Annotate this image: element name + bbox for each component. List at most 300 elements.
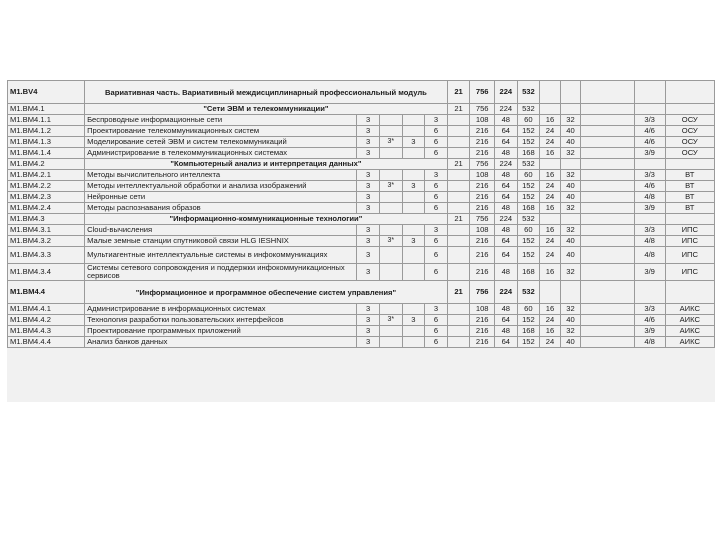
cell-col1: 3 bbox=[357, 115, 380, 126]
cell-hours-total: 216 bbox=[470, 192, 495, 203]
cell-hours-total: 216 bbox=[470, 181, 495, 192]
discipline-name: Администрирование в информационных системах bbox=[85, 304, 357, 315]
cell-empty bbox=[581, 115, 634, 126]
cell-hours-self: 168 bbox=[517, 203, 540, 214]
cell-credits: 6 bbox=[425, 264, 448, 281]
cell-credits-total: 21 bbox=[447, 281, 470, 304]
discipline-code: M1.BM4.2.2 bbox=[8, 181, 85, 192]
cell-hours-self: 152 bbox=[517, 315, 540, 326]
cell-empty bbox=[447, 148, 470, 159]
discipline-name: Проектирование телекоммуникационных систем bbox=[85, 126, 357, 137]
table-row bbox=[8, 304, 715, 315]
cell-hours-class: 48 bbox=[495, 264, 518, 281]
discipline-name: Технология разработки пользовательских интерфейсов bbox=[85, 315, 357, 326]
cell-empty bbox=[447, 315, 470, 326]
cell-lectures: 24 bbox=[540, 236, 561, 247]
cell-empty bbox=[634, 214, 665, 225]
cell-empty bbox=[447, 236, 470, 247]
cell-col2: 3* bbox=[379, 181, 402, 192]
table-row bbox=[8, 181, 715, 192]
cell-semester: 3/9 bbox=[634, 203, 665, 214]
cell-semester: 4/6 bbox=[634, 126, 665, 137]
cell-hours-class: 48 bbox=[495, 225, 518, 236]
cell-col3 bbox=[402, 192, 425, 203]
cell-empty bbox=[581, 148, 634, 159]
cell-hours-total: 216 bbox=[470, 326, 495, 337]
cell-practice: 40 bbox=[560, 337, 581, 348]
cell-empty bbox=[634, 104, 665, 115]
cell-empty bbox=[560, 214, 581, 225]
discipline-code: M1.BM4.1.3 bbox=[8, 137, 85, 148]
cell-practice: 32 bbox=[560, 326, 581, 337]
cell-lectures: 16 bbox=[540, 264, 561, 281]
cell-credits: 3 bbox=[425, 304, 448, 315]
cell-department: АИКС bbox=[665, 315, 714, 326]
cell-lectures: 24 bbox=[540, 337, 561, 348]
cell-col3: 3 bbox=[402, 137, 425, 148]
cell-lectures: 24 bbox=[540, 181, 561, 192]
cell-empty bbox=[634, 281, 665, 304]
cell-credits: 3 bbox=[425, 170, 448, 181]
cell-credits: 6 bbox=[425, 192, 448, 203]
cell-hours-total: 216 bbox=[470, 203, 495, 214]
cell-empty bbox=[581, 181, 634, 192]
cell-credits: 6 bbox=[425, 247, 448, 264]
cell-empty bbox=[540, 281, 561, 304]
cell-department: ВТ bbox=[665, 170, 714, 181]
cell-lectures: 24 bbox=[540, 247, 561, 264]
discipline-code: M1.BV4 bbox=[8, 81, 85, 104]
cell-col3 bbox=[402, 148, 425, 159]
discipline-code: M1.BM4.3.1 bbox=[8, 225, 85, 236]
cell-lectures: 24 bbox=[540, 192, 561, 203]
cell-empty bbox=[581, 137, 634, 148]
cell-semester: 4/8 bbox=[634, 247, 665, 264]
cell-empty bbox=[581, 304, 634, 315]
cell-hours-self: 168 bbox=[517, 326, 540, 337]
cell-hours-self: 152 bbox=[517, 247, 540, 264]
cell-hours-total: 216 bbox=[470, 236, 495, 247]
cell-department: ИПС bbox=[665, 247, 714, 264]
cell-hours-self: 532 bbox=[517, 214, 540, 225]
module-title: "Информационное и программное обеспечение систем управления" bbox=[85, 281, 448, 304]
cell-col2 bbox=[379, 148, 402, 159]
cell-department: ИПС bbox=[665, 236, 714, 247]
cell-practice: 40 bbox=[560, 247, 581, 264]
cell-col1: 3 bbox=[357, 304, 380, 315]
cell-hours-self: 152 bbox=[517, 126, 540, 137]
cell-empty bbox=[447, 192, 470, 203]
cell-hours-total: 108 bbox=[470, 225, 495, 236]
module-header-row bbox=[8, 81, 715, 104]
cell-department: ОСУ bbox=[665, 148, 714, 159]
cell-semester: 4/6 bbox=[634, 315, 665, 326]
cell-empty bbox=[447, 247, 470, 264]
cell-semester: 4/8 bbox=[634, 337, 665, 348]
cell-hours-class: 48 bbox=[495, 115, 518, 126]
cell-credits: 6 bbox=[425, 337, 448, 348]
cell-hours-class: 64 bbox=[495, 137, 518, 148]
cell-hours-self: 152 bbox=[517, 192, 540, 203]
cell-col2 bbox=[379, 247, 402, 264]
table-row bbox=[8, 326, 715, 337]
cell-department: ВТ bbox=[665, 203, 714, 214]
discipline-name: Методы распознавания образов bbox=[85, 203, 357, 214]
discipline-name: Беспроводные информационные сети bbox=[85, 115, 357, 126]
cell-hours-class: 64 bbox=[495, 126, 518, 137]
cell-hours-total: 216 bbox=[470, 264, 495, 281]
cell-empty bbox=[581, 315, 634, 326]
cell-empty bbox=[447, 137, 470, 148]
cell-col2 bbox=[379, 326, 402, 337]
cell-semester: 3/9 bbox=[634, 264, 665, 281]
cell-empty bbox=[560, 81, 581, 104]
cell-hours-self: 152 bbox=[517, 137, 540, 148]
submodule-header-row bbox=[8, 159, 715, 170]
cell-lectures: 24 bbox=[540, 137, 561, 148]
cell-practice: 40 bbox=[560, 315, 581, 326]
discipline-name: Проектирование программных приложений bbox=[85, 326, 357, 337]
cell-credits-total: 21 bbox=[447, 159, 470, 170]
cell-practice: 32 bbox=[560, 115, 581, 126]
table-row bbox=[8, 315, 715, 326]
cell-credits-total: 21 bbox=[447, 214, 470, 225]
cell-col3 bbox=[402, 264, 425, 281]
cell-department: ОСУ bbox=[665, 115, 714, 126]
cell-col3: 3 bbox=[402, 315, 425, 326]
cell-department: ОСУ bbox=[665, 126, 714, 137]
cell-hours-self: 532 bbox=[517, 159, 540, 170]
cell-hours-class: 224 bbox=[495, 81, 518, 104]
cell-empty bbox=[581, 126, 634, 137]
module-title: "Компьютерный анализ и интерпретация данных" bbox=[85, 159, 448, 170]
curriculum-table bbox=[7, 80, 715, 348]
cell-empty bbox=[447, 181, 470, 192]
cell-hours-total: 756 bbox=[470, 81, 495, 104]
cell-empty bbox=[581, 337, 634, 348]
cell-empty bbox=[581, 170, 634, 181]
cell-col2 bbox=[379, 126, 402, 137]
discipline-name: Нейронные сети bbox=[85, 192, 357, 203]
cell-hours-class: 64 bbox=[495, 236, 518, 247]
discipline-name: Мультиагентные интеллектуальные системы в инфокоммуникациях bbox=[85, 247, 357, 264]
module-title: "Сети ЭВМ и телекоммуникации" bbox=[85, 104, 448, 115]
cell-hours-self: 152 bbox=[517, 337, 540, 348]
discipline-name: Методы вычислительного интеллекта bbox=[85, 170, 357, 181]
cell-empty bbox=[447, 170, 470, 181]
cell-col2 bbox=[379, 115, 402, 126]
cell-col1: 3 bbox=[357, 247, 380, 264]
cell-empty bbox=[447, 225, 470, 236]
cell-lectures: 16 bbox=[540, 225, 561, 236]
cell-credits: 6 bbox=[425, 203, 448, 214]
cell-semester: 4/8 bbox=[634, 192, 665, 203]
table-row bbox=[8, 337, 715, 348]
cell-hours-total: 756 bbox=[470, 281, 495, 304]
cell-empty bbox=[560, 104, 581, 115]
table-row bbox=[8, 203, 715, 214]
cell-empty bbox=[665, 159, 714, 170]
discipline-code: M1.BM4.2.1 bbox=[8, 170, 85, 181]
cell-hours-total: 216 bbox=[470, 247, 495, 264]
cell-col3 bbox=[402, 170, 425, 181]
cell-empty bbox=[581, 203, 634, 214]
discipline-code: M1.BM4.2.4 bbox=[8, 203, 85, 214]
cell-semester: 4/8 bbox=[634, 236, 665, 247]
cell-col3 bbox=[402, 304, 425, 315]
cell-practice: 32 bbox=[560, 264, 581, 281]
cell-col1: 3 bbox=[357, 181, 380, 192]
discipline-name: Системы сетевого сопровождения и поддержки инфокоммуникационных сервисов bbox=[85, 264, 357, 281]
cell-empty bbox=[581, 214, 634, 225]
cell-hours-class: 64 bbox=[495, 337, 518, 348]
cell-hours-self: 532 bbox=[517, 281, 540, 304]
cell-practice: 40 bbox=[560, 192, 581, 203]
cell-lectures: 16 bbox=[540, 304, 561, 315]
cell-col1: 3 bbox=[357, 203, 380, 214]
cell-empty bbox=[634, 81, 665, 104]
discipline-code: M1.BM4.2.3 bbox=[8, 192, 85, 203]
cell-col1: 3 bbox=[357, 170, 380, 181]
discipline-name: Моделирование сетей ЭВМ и систем телекоммуникаций bbox=[85, 137, 357, 148]
table-row bbox=[8, 148, 715, 159]
cell-hours-total: 756 bbox=[470, 159, 495, 170]
cell-hours-total: 756 bbox=[470, 214, 495, 225]
discipline-code: M1.BM4.1.2 bbox=[8, 126, 85, 137]
cell-empty bbox=[665, 214, 714, 225]
cell-col3 bbox=[402, 247, 425, 264]
table-row bbox=[8, 170, 715, 181]
cell-department: ВТ bbox=[665, 181, 714, 192]
cell-practice: 32 bbox=[560, 225, 581, 236]
cell-lectures: 16 bbox=[540, 115, 561, 126]
cell-hours-self: 168 bbox=[517, 148, 540, 159]
cell-department: ВТ bbox=[665, 192, 714, 203]
cell-col1: 3 bbox=[357, 315, 380, 326]
cell-hours-class: 224 bbox=[495, 159, 518, 170]
cell-col2 bbox=[379, 337, 402, 348]
cell-hours-class: 48 bbox=[495, 148, 518, 159]
cell-hours-total: 756 bbox=[470, 104, 495, 115]
cell-col2 bbox=[379, 170, 402, 181]
cell-hours-total: 216 bbox=[470, 137, 495, 148]
cell-lectures: 16 bbox=[540, 170, 561, 181]
cell-semester: 4/6 bbox=[634, 181, 665, 192]
cell-hours-self: 532 bbox=[517, 81, 540, 104]
cell-department: ИПС bbox=[665, 264, 714, 281]
cell-empty bbox=[665, 81, 714, 104]
cell-col2 bbox=[379, 203, 402, 214]
table-row bbox=[8, 236, 715, 247]
cell-empty bbox=[581, 225, 634, 236]
cell-col2: 3* bbox=[379, 315, 402, 326]
cell-department: АИКС bbox=[665, 337, 714, 348]
discipline-code: M1.BM4.4.2 bbox=[8, 315, 85, 326]
cell-col1: 3 bbox=[357, 326, 380, 337]
cell-hours-self: 532 bbox=[517, 104, 540, 115]
cell-hours-class: 64 bbox=[495, 192, 518, 203]
cell-col2 bbox=[379, 264, 402, 281]
cell-empty bbox=[581, 81, 634, 104]
cell-hours-class: 64 bbox=[495, 247, 518, 264]
cell-empty bbox=[447, 126, 470, 137]
cell-col1: 3 bbox=[357, 225, 380, 236]
discipline-code: M1.BM4.1.4 bbox=[8, 148, 85, 159]
cell-empty bbox=[581, 264, 634, 281]
curriculum-table-body bbox=[8, 81, 715, 348]
table-row bbox=[8, 137, 715, 148]
discipline-name: Администрирование в телекоммуникационных системах bbox=[85, 148, 357, 159]
cell-hours-class: 48 bbox=[495, 170, 518, 181]
cell-hours-class: 48 bbox=[495, 203, 518, 214]
cell-semester: 3/3 bbox=[634, 225, 665, 236]
cell-col3 bbox=[402, 225, 425, 236]
cell-empty bbox=[560, 281, 581, 304]
cell-hours-class: 64 bbox=[495, 181, 518, 192]
cell-col3 bbox=[402, 326, 425, 337]
discipline-code: M1.BM4.1 bbox=[8, 104, 85, 115]
discipline-name: Методы интеллектуальной обработки и анализа изображений bbox=[85, 181, 357, 192]
cell-col1: 3 bbox=[357, 264, 380, 281]
cell-lectures: 16 bbox=[540, 203, 561, 214]
cell-empty bbox=[581, 326, 634, 337]
discipline-code: M1.BM4.1.1 bbox=[8, 115, 85, 126]
discipline-code: M1.BM4.4.1 bbox=[8, 304, 85, 315]
cell-semester: 3/9 bbox=[634, 148, 665, 159]
cell-col2 bbox=[379, 192, 402, 203]
cell-hours-class: 64 bbox=[495, 315, 518, 326]
cell-practice: 32 bbox=[560, 304, 581, 315]
cell-col2 bbox=[379, 304, 402, 315]
submodule-header-row bbox=[8, 214, 715, 225]
cell-hours-total: 216 bbox=[470, 126, 495, 137]
cell-hours-class: 224 bbox=[495, 104, 518, 115]
discipline-name: Cloud-вычисления bbox=[85, 225, 357, 236]
cell-hours-self: 60 bbox=[517, 225, 540, 236]
cell-col2 bbox=[379, 225, 402, 236]
cell-hours-total: 216 bbox=[470, 337, 495, 348]
cell-semester: 3/9 bbox=[634, 326, 665, 337]
cell-empty bbox=[540, 214, 561, 225]
cell-empty bbox=[540, 104, 561, 115]
cell-hours-self: 60 bbox=[517, 304, 540, 315]
cell-practice: 40 bbox=[560, 236, 581, 247]
cell-semester: 3/3 bbox=[634, 115, 665, 126]
cell-empty bbox=[665, 281, 714, 304]
table-row bbox=[8, 225, 715, 236]
cell-credits: 6 bbox=[425, 181, 448, 192]
cell-empty bbox=[447, 203, 470, 214]
discipline-code: M1.BM4.4.4 bbox=[8, 337, 85, 348]
cell-credits: 6 bbox=[425, 126, 448, 137]
cell-hours-self: 152 bbox=[517, 181, 540, 192]
cell-empty bbox=[581, 236, 634, 247]
cell-empty bbox=[560, 159, 581, 170]
cell-col3: 3 bbox=[402, 181, 425, 192]
cell-semester: 4/6 bbox=[634, 137, 665, 148]
cell-col1: 3 bbox=[357, 192, 380, 203]
cell-lectures: 16 bbox=[540, 326, 561, 337]
cell-hours-class: 224 bbox=[495, 214, 518, 225]
cell-empty bbox=[540, 159, 561, 170]
cell-col1: 3 bbox=[357, 148, 380, 159]
cell-col1: 3 bbox=[357, 337, 380, 348]
cell-col1: 3 bbox=[357, 236, 380, 247]
cell-empty bbox=[447, 326, 470, 337]
module-header-row bbox=[8, 281, 715, 304]
cell-empty bbox=[447, 337, 470, 348]
cell-credits: 6 bbox=[425, 315, 448, 326]
cell-hours-self: 168 bbox=[517, 264, 540, 281]
discipline-name: Малые земные станции спутниковой связи HLG IESHNIX bbox=[85, 236, 357, 247]
table-row bbox=[8, 247, 715, 264]
cell-practice: 32 bbox=[560, 170, 581, 181]
cell-empty bbox=[634, 159, 665, 170]
cell-empty bbox=[581, 104, 634, 115]
cell-credits: 3 bbox=[425, 115, 448, 126]
cell-hours-total: 108 bbox=[470, 304, 495, 315]
cell-credits: 6 bbox=[425, 326, 448, 337]
cell-col3: 3 bbox=[402, 236, 425, 247]
table-row bbox=[8, 115, 715, 126]
discipline-code: M1.BM4.2 bbox=[8, 159, 85, 170]
module-title: "Информационно-коммуникационные технологии" bbox=[85, 214, 448, 225]
cell-credits: 6 bbox=[425, 236, 448, 247]
cell-hours-self: 60 bbox=[517, 170, 540, 181]
cell-practice: 40 bbox=[560, 137, 581, 148]
cell-lectures: 24 bbox=[540, 315, 561, 326]
cell-semester: 3/3 bbox=[634, 304, 665, 315]
table-row bbox=[8, 126, 715, 137]
discipline-code: M1.BM4.4 bbox=[8, 281, 85, 304]
cell-hours-self: 60 bbox=[517, 115, 540, 126]
cell-semester: 3/3 bbox=[634, 170, 665, 181]
cell-practice: 40 bbox=[560, 126, 581, 137]
cell-department: АИКС bbox=[665, 304, 714, 315]
cell-practice: 32 bbox=[560, 148, 581, 159]
cell-hours-total: 216 bbox=[470, 148, 495, 159]
cell-credits: 6 bbox=[425, 137, 448, 148]
cell-hours-self: 152 bbox=[517, 236, 540, 247]
cell-empty bbox=[540, 81, 561, 104]
cell-col1: 3 bbox=[357, 126, 380, 137]
cell-practice: 40 bbox=[560, 181, 581, 192]
cell-empty bbox=[581, 247, 634, 264]
cell-hours-class: 48 bbox=[495, 304, 518, 315]
discipline-code: M1.BM4.3.3 bbox=[8, 247, 85, 264]
cell-col3 bbox=[402, 337, 425, 348]
cell-hours-class: 48 bbox=[495, 326, 518, 337]
cell-credits: 6 bbox=[425, 148, 448, 159]
discipline-name: Анализ банков данных bbox=[85, 337, 357, 348]
cell-hours-total: 108 bbox=[470, 115, 495, 126]
cell-empty bbox=[447, 115, 470, 126]
cell-empty bbox=[581, 192, 634, 203]
cell-empty bbox=[581, 281, 634, 304]
cell-hours-total: 216 bbox=[470, 315, 495, 326]
discipline-code: M1.BM4.3.4 bbox=[8, 264, 85, 281]
cell-empty bbox=[447, 264, 470, 281]
cell-practice: 32 bbox=[560, 203, 581, 214]
cell-col3 bbox=[402, 203, 425, 214]
cell-credits-total: 21 bbox=[447, 81, 470, 104]
module-title: Вариативная часть. Вариативный междисциплинарный профессиональный модуль bbox=[85, 81, 448, 104]
cell-hours-class: 224 bbox=[495, 281, 518, 304]
cell-col3 bbox=[402, 115, 425, 126]
cell-department: АИКС bbox=[665, 326, 714, 337]
cell-col3 bbox=[402, 126, 425, 137]
cell-col1: 3 bbox=[357, 137, 380, 148]
